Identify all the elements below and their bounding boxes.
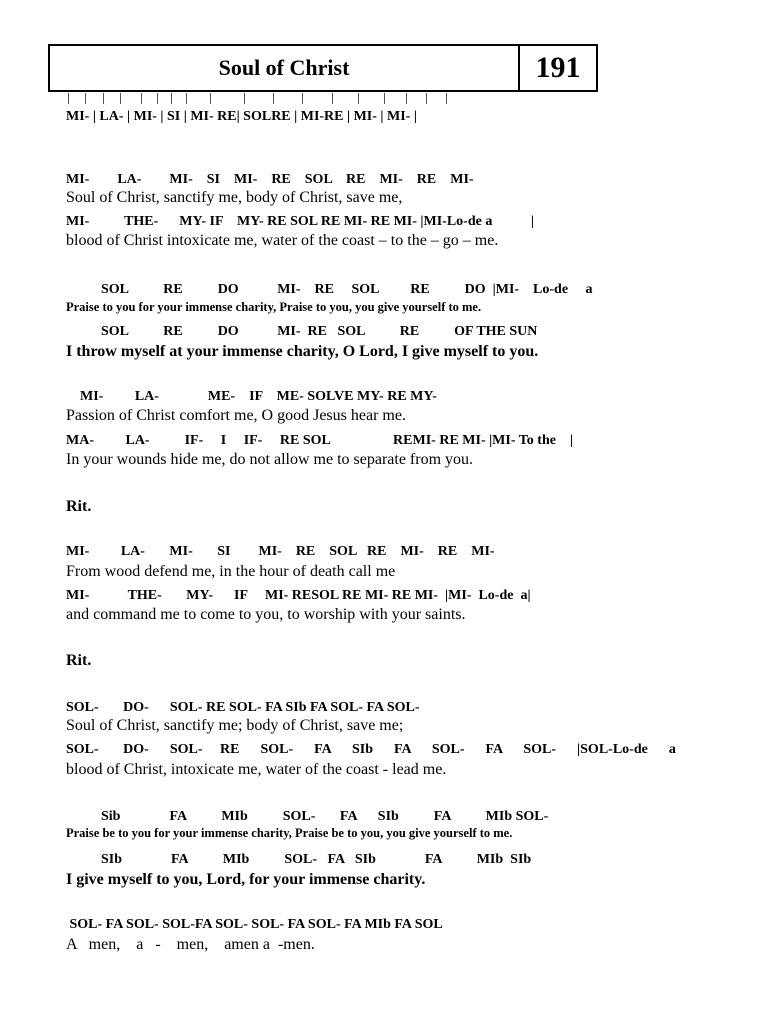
- chord-line: Praise to you for your immense charity, Praise to you, you give yourself to me.: [66, 300, 482, 314]
- chord-line: SOL RE DO MI- RE SOL RE DO |MI- Lo-de a: [66, 282, 593, 297]
- chord-line: Sib FA MIb SOL- FA SIb FA MIb SOL-: [66, 809, 549, 824]
- lyric-line: blood of Christ intoxicate me, water of the coast – to the – go – me.: [66, 232, 499, 249]
- chord-line: MI- THE- MY- IF MI- RESOL RE MI- RE MI- |MI- Lo-de a|: [66, 588, 531, 603]
- ritornello-label: Rit.: [66, 652, 92, 669]
- chord-line: MI- LA- MI- SI MI- RE SOL RE MI- RE MI-: [66, 172, 474, 187]
- chord-line: SOL- DO- SOL- RE SOL- FA SIb FA SOL- FA SOL- |SOL-Lo-de a: [66, 742, 676, 757]
- chord-line: SIb FA MIb SOL- FA SIb FA MIb SIb: [66, 852, 532, 867]
- lyric-line: blood of Christ, intoxicate me, water of the coast - lead me.: [66, 761, 447, 778]
- chord-line: MI- LA- ME- IF ME- SOLVE MY- RE MY-: [66, 389, 437, 404]
- chord-line: SOL- FA SOL- SOL-FA SOL- SOL- FA SOL- FA MIb FA SOL: [66, 917, 443, 932]
- lyric-line: Soul of Christ, sanctify me, body of Christ, save me,: [66, 189, 403, 206]
- lyric-line-bold: I throw myself at your immense charity, O Lord, I give myself to you.: [66, 343, 539, 360]
- title-box: [48, 44, 598, 92]
- intro-chord-line: MI- | LA- | MI- | SI | MI- RE| SOLRE | MI-RE | MI- | MI- |: [66, 109, 417, 124]
- chord-line: MI- LA- MI- SI MI- RE SOL RE MI- RE MI-: [66, 544, 495, 559]
- song-title: Soul of Christ: [218, 55, 350, 80]
- chord-line: MA- LA- IF- I IF- RE SOL REMI- RE MI- |MI- To the |: [66, 433, 574, 448]
- chord-line: Praise be to you for your immense charity, Praise be to you, you give yourself to me.: [66, 826, 513, 840]
- lyric-line: Soul of Christ, sanctify me; body of Christ, save me;: [66, 717, 404, 734]
- lyric-line: and command me to come to you, to worship with your saints.: [66, 606, 466, 623]
- chord-line: SOL- DO- SOL- RE SOL- FA SIb FA SOL- FA SOL-: [66, 700, 420, 715]
- lyric-line: A men, a - men, amen a -men.: [66, 936, 315, 953]
- lyric-line: In your wounds hide me, do not allow me to separate from you.: [66, 451, 474, 468]
- ritornello-label: Rit.: [66, 498, 92, 515]
- song-number: 191: [518, 46, 596, 90]
- lyric-line: Passion of Christ comfort me, O good Jesus hear me.: [66, 407, 406, 424]
- chord-line: SOL RE DO MI- RE SOL RE OF THE SUN: [66, 324, 538, 339]
- lyric-line-bold: I give myself to you, Lord, for your immense charity.: [66, 871, 426, 888]
- chord-line: MI- THE- MY- IF MY- RE SOL RE MI- RE MI- |MI-Lo-de a |: [66, 214, 534, 229]
- measure-tick-marks: [68, 93, 468, 105]
- lyric-line: From wood defend me, in the hour of death call me: [66, 563, 396, 580]
